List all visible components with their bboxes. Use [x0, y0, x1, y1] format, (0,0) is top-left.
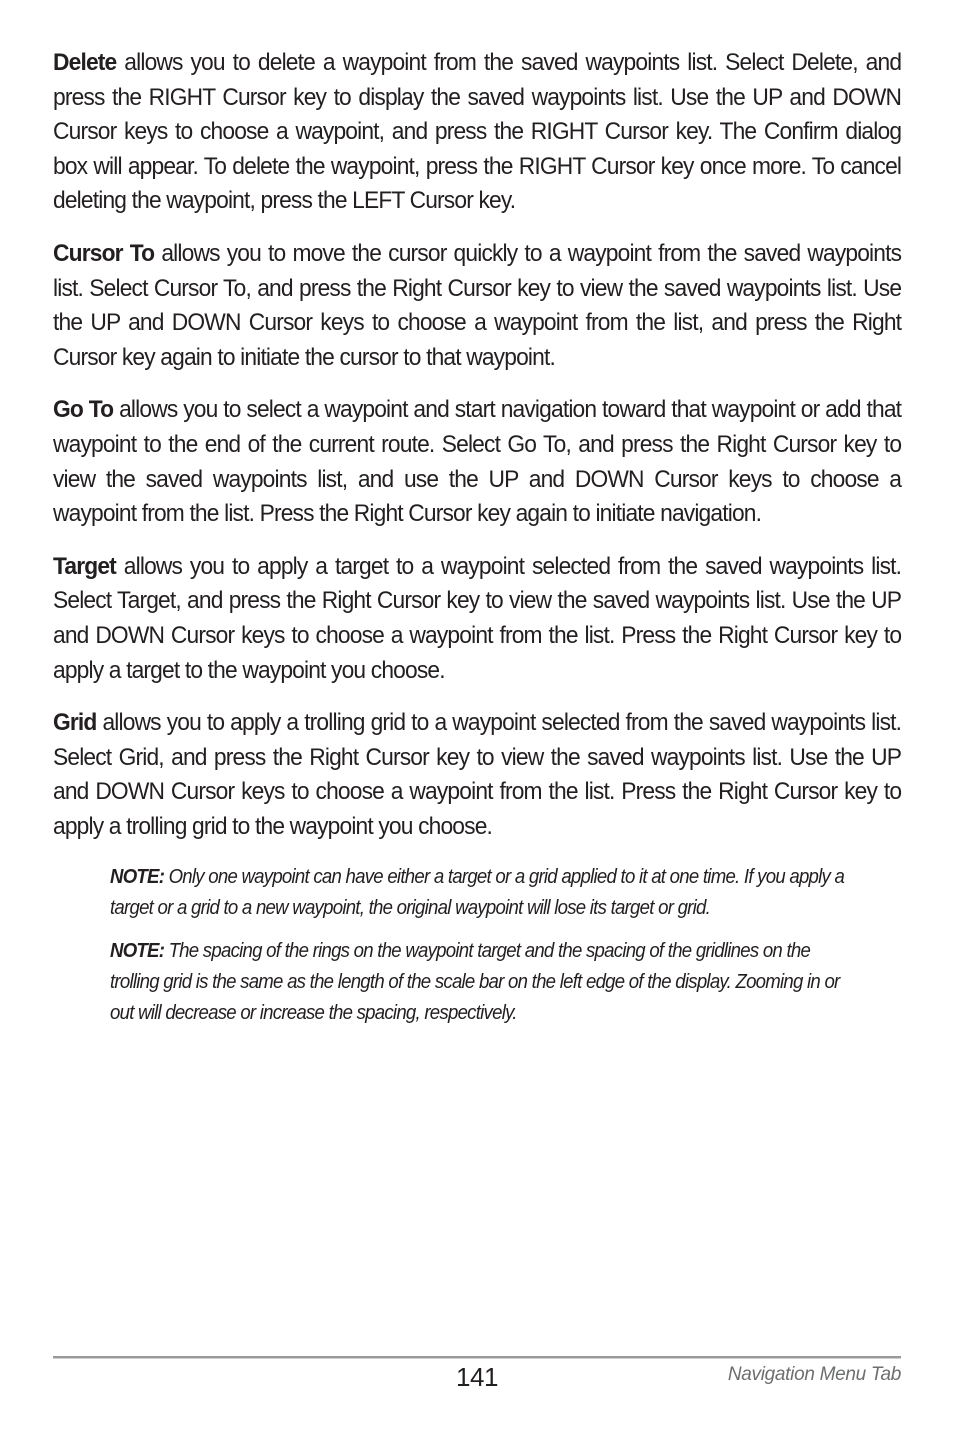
delete-text: allows you to delete a waypoint from the saved waypoints list. Select Delete, and press the RIGHT Cursor key to display the saved waypoints list. Use the UP and DOWN Cursor keys to choose a waypoint, and press the RIGHT Cursor key. The Confirm dialog box will appear. To delete the waypoint, press the RIGHT Cursor key once more. To cancel deleting the waypoint, press the LEFT Cursor key. — [53, 49, 902, 215]
term-cursor-to: Cursor To — [53, 239, 155, 267]
target-description — [53, 550, 901, 688]
term-go-to: Go To — [53, 396, 114, 424]
page-number: 141 — [456, 1362, 498, 1392]
note-spacing — [110, 936, 845, 1029]
term-target: Target — [53, 552, 116, 580]
note-label: NOTE: — [110, 866, 165, 889]
note-text: Only one waypoint can have either a target or a grid applied to it at one time. If you apply a target or a grid to a new waypoint, the original waypoint will lose its target or grid. — [110, 866, 845, 920]
go-to-text: allows you to select a waypoint and start navigation toward that waypoint or add that waypoint to the end of the current route. Select Go To, and press the Right Cursor key to view the saved waypoints list, and use the UP and DOWN Cursor keys to choose a waypoint from the list. Press the Right Cursor key again to initiate navigation. — [53, 396, 902, 528]
page-body — [53, 46, 901, 1041]
footer-divider — [53, 1356, 901, 1359]
target-text: allows you to apply a target to a waypoint selected from the saved waypoints list. Select Target, and press the Right Cursor key to view the saved waypoints list. Use the UP and DOWN Cursor keys to choose a waypoint from the list. Press the Right Cursor key to apply a target to the waypoint you choose. — [53, 552, 902, 684]
term-grid: Grid — [53, 709, 97, 737]
section-name: Navigation Menu Tab — [727, 1364, 901, 1385]
cursor-to-description — [53, 237, 901, 375]
note-text: The spacing of the rings on the waypoint target and the spacing of the gridlines on the trolling grid is the same as the length of the scale bar on the left edge of the display. Zooming in or out will decrease or increase the spacing, respectively. — [110, 940, 840, 1025]
note-label: NOTE: — [110, 940, 165, 963]
go-to-description — [53, 393, 901, 531]
term-delete: Delete — [53, 49, 117, 76]
note-one-waypoint — [110, 862, 845, 924]
cursor-to-text: allows you to move the cursor quickly to a waypoint from the saved waypoints list. Select Cursor To, and press the Right Cursor key to view the saved waypoints list. Use the UP and DOWN Cursor keys to choose a waypoint from the list, and press the Right Cursor key again to initiate the cursor to that waypoint. — [53, 239, 902, 371]
grid-description — [53, 706, 901, 844]
grid-text: allows you to apply a trolling grid to a waypoint selected from the saved waypoints list. Select Grid, and press the Right Cursor key to view the saved waypoints list. Use the UP and DOWN Cursor keys to choose a waypoint from the list. Press the Right Cursor key to apply a trolling grid to the waypoint you choose. — [53, 709, 902, 840]
delete-description — [53, 46, 901, 219]
